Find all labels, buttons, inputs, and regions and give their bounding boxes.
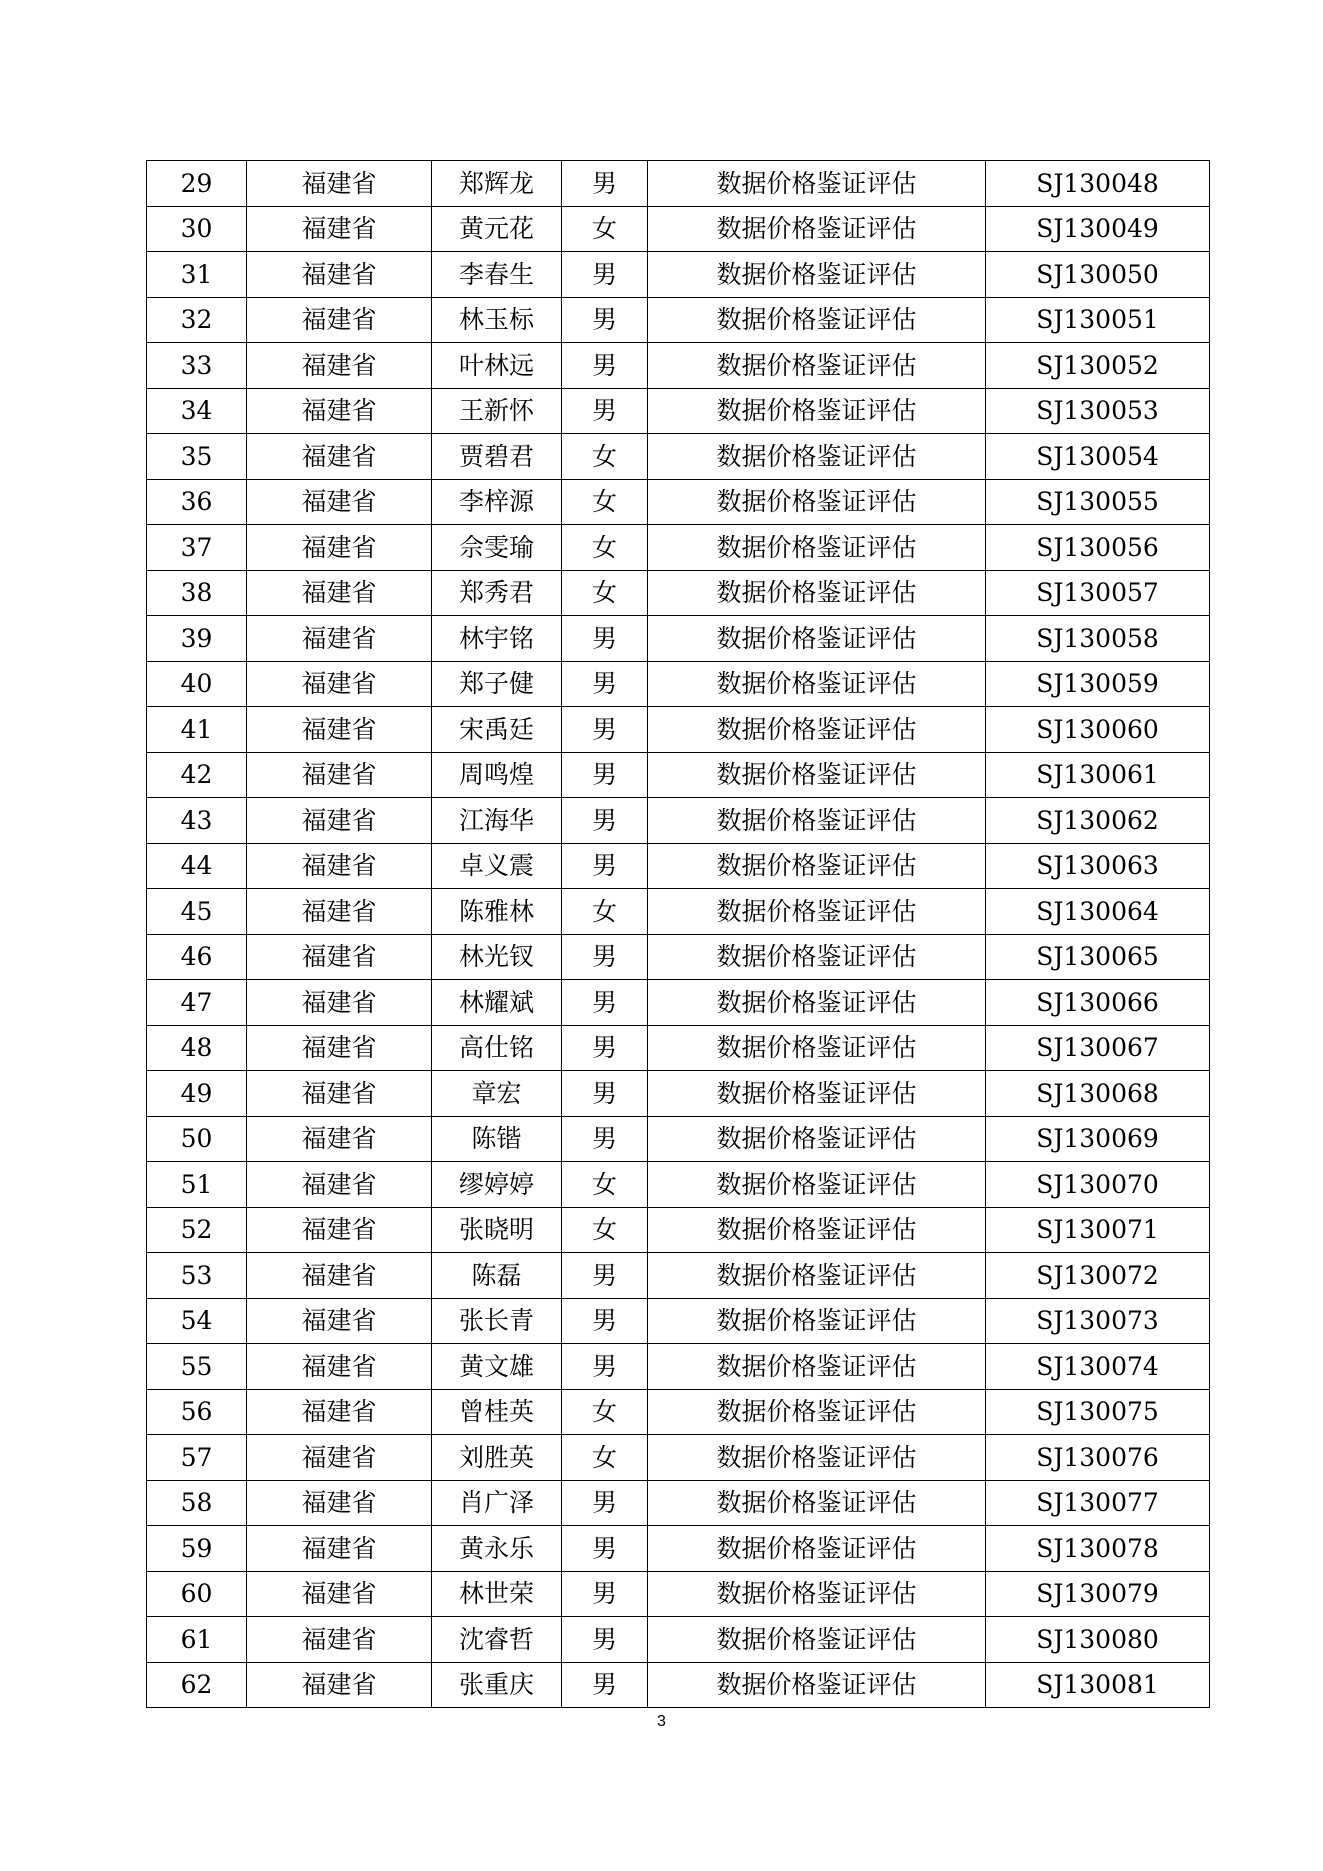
- specialty-cell: 数据价格鉴证评估: [648, 1662, 986, 1708]
- province-cell: 福建省: [247, 297, 432, 343]
- name-cell: 沈睿哲: [432, 1617, 562, 1663]
- name-cell: 张晓明: [432, 1207, 562, 1253]
- specialty-cell: 数据价格鉴证评估: [648, 1116, 986, 1162]
- province-cell: 福建省: [247, 252, 432, 298]
- name-cell: 缪婷婷: [432, 1162, 562, 1208]
- gender-cell: 女: [562, 479, 648, 525]
- name-cell: 黄永乐: [432, 1526, 562, 1572]
- table-row: [147, 661, 1210, 707]
- table-row: [147, 934, 1210, 980]
- roster-table: [146, 160, 1210, 1708]
- specialty-cell: 数据价格鉴证评估: [648, 1435, 986, 1481]
- row-number-cell: 59: [147, 1526, 247, 1572]
- name-cell: 李梓源: [432, 479, 562, 525]
- name-cell: 贾碧君: [432, 434, 562, 480]
- table-row: [147, 616, 1210, 662]
- table-row: [147, 1116, 1210, 1162]
- name-cell: 陈磊: [432, 1253, 562, 1299]
- row-number-cell: 31: [147, 252, 247, 298]
- gender-cell: 男: [562, 1662, 648, 1708]
- certificate-number-cell: SJ130081: [986, 1662, 1210, 1708]
- table-row: [147, 252, 1210, 298]
- certificate-number-cell: SJ130067: [986, 1025, 1210, 1071]
- certificate-number-cell: SJ130075: [986, 1389, 1210, 1435]
- certificate-number-cell: SJ130053: [986, 388, 1210, 434]
- specialty-cell: 数据价格鉴证评估: [648, 1253, 986, 1299]
- certificate-number-cell: SJ130078: [986, 1526, 1210, 1572]
- table-row: [147, 1207, 1210, 1253]
- table-row: [147, 479, 1210, 525]
- province-cell: 福建省: [247, 798, 432, 844]
- certificate-number-cell: SJ130061: [986, 752, 1210, 798]
- province-cell: 福建省: [247, 1662, 432, 1708]
- gender-cell: 男: [562, 1253, 648, 1299]
- name-cell: 张长青: [432, 1298, 562, 1344]
- certificate-number-cell: SJ130071: [986, 1207, 1210, 1253]
- province-cell: 福建省: [247, 206, 432, 252]
- table-row: [147, 388, 1210, 434]
- table-row: [147, 843, 1210, 889]
- table-row: [147, 1253, 1210, 1299]
- gender-cell: 男: [562, 843, 648, 889]
- row-number-cell: 40: [147, 661, 247, 707]
- row-number-cell: 57: [147, 1435, 247, 1481]
- specialty-cell: 数据价格鉴证评估: [648, 1526, 986, 1572]
- table-row: [147, 1344, 1210, 1390]
- province-cell: 福建省: [247, 1253, 432, 1299]
- table-row: [147, 161, 1210, 207]
- row-number-cell: 43: [147, 798, 247, 844]
- gender-cell: 男: [562, 1298, 648, 1344]
- specialty-cell: 数据价格鉴证评估: [648, 889, 986, 935]
- certificate-number-cell: SJ130062: [986, 798, 1210, 844]
- certificate-number-cell: SJ130051: [986, 297, 1210, 343]
- name-cell: 刘胜英: [432, 1435, 562, 1481]
- row-number-cell: 34: [147, 388, 247, 434]
- name-cell: 陈锴: [432, 1116, 562, 1162]
- row-number-cell: 60: [147, 1571, 247, 1617]
- province-cell: 福建省: [247, 1344, 432, 1390]
- certificate-number-cell: SJ130066: [986, 980, 1210, 1026]
- gender-cell: 男: [562, 798, 648, 844]
- row-number-cell: 42: [147, 752, 247, 798]
- certificate-number-cell: SJ130056: [986, 525, 1210, 571]
- specialty-cell: 数据价格鉴证评估: [648, 1298, 986, 1344]
- province-cell: 福建省: [247, 434, 432, 480]
- gender-cell: 男: [562, 252, 648, 298]
- page-number: 3: [657, 1713, 666, 1730]
- row-number-cell: 33: [147, 343, 247, 389]
- province-cell: 福建省: [247, 1071, 432, 1117]
- specialty-cell: 数据价格鉴证评估: [648, 1389, 986, 1435]
- province-cell: 福建省: [247, 707, 432, 753]
- row-number-cell: 39: [147, 616, 247, 662]
- name-cell: 黄元花: [432, 206, 562, 252]
- gender-cell: 男: [562, 1116, 648, 1162]
- row-number-cell: 32: [147, 297, 247, 343]
- certificate-number-cell: SJ130069: [986, 1116, 1210, 1162]
- gender-cell: 女: [562, 1435, 648, 1481]
- certificate-number-cell: SJ130068: [986, 1071, 1210, 1117]
- row-number-cell: 35: [147, 434, 247, 480]
- table-row: [147, 343, 1210, 389]
- name-cell: 张重庆: [432, 1662, 562, 1708]
- gender-cell: 男: [562, 661, 648, 707]
- name-cell: 林玉标: [432, 297, 562, 343]
- specialty-cell: 数据价格鉴证评估: [648, 934, 986, 980]
- specialty-cell: 数据价格鉴证评估: [648, 1480, 986, 1526]
- table-row: [147, 1071, 1210, 1117]
- row-number-cell: 48: [147, 1025, 247, 1071]
- certificate-number-cell: SJ130059: [986, 661, 1210, 707]
- name-cell: 林世荣: [432, 1571, 562, 1617]
- row-number-cell: 51: [147, 1162, 247, 1208]
- row-number-cell: 49: [147, 1071, 247, 1117]
- gender-cell: 男: [562, 297, 648, 343]
- specialty-cell: 数据价格鉴证评估: [648, 661, 986, 707]
- province-cell: 福建省: [247, 1435, 432, 1481]
- certificate-number-cell: SJ130076: [986, 1435, 1210, 1481]
- province-cell: 福建省: [247, 616, 432, 662]
- province-cell: 福建省: [247, 980, 432, 1026]
- row-number-cell: 47: [147, 980, 247, 1026]
- specialty-cell: 数据价格鉴证评估: [648, 297, 986, 343]
- gender-cell: 男: [562, 934, 648, 980]
- gender-cell: 男: [562, 1480, 648, 1526]
- certificate-number-cell: SJ130070: [986, 1162, 1210, 1208]
- specialty-cell: 数据价格鉴证评估: [648, 1207, 986, 1253]
- table-row: [147, 707, 1210, 753]
- gender-cell: 女: [562, 889, 648, 935]
- certificate-number-cell: SJ130055: [986, 479, 1210, 525]
- gender-cell: 女: [562, 1389, 648, 1435]
- specialty-cell: 数据价格鉴证评估: [648, 525, 986, 571]
- gender-cell: 女: [562, 206, 648, 252]
- row-number-cell: 56: [147, 1389, 247, 1435]
- specialty-cell: 数据价格鉴证评估: [648, 434, 986, 480]
- province-cell: 福建省: [247, 1207, 432, 1253]
- specialty-cell: 数据价格鉴证评估: [648, 798, 986, 844]
- row-number-cell: 44: [147, 843, 247, 889]
- certificate-number-cell: SJ130064: [986, 889, 1210, 935]
- gender-cell: 男: [562, 1071, 648, 1117]
- certificate-number-cell: SJ130058: [986, 616, 1210, 662]
- row-number-cell: 45: [147, 889, 247, 935]
- gender-cell: 女: [562, 525, 648, 571]
- province-cell: 福建省: [247, 661, 432, 707]
- province-cell: 福建省: [247, 752, 432, 798]
- gender-cell: 女: [562, 1162, 648, 1208]
- specialty-cell: 数据价格鉴证评估: [648, 1344, 986, 1390]
- name-cell: 叶林远: [432, 343, 562, 389]
- row-number-cell: 38: [147, 570, 247, 616]
- name-cell: 曾桂英: [432, 1389, 562, 1435]
- table-row: [147, 1662, 1210, 1708]
- province-cell: 福建省: [247, 843, 432, 889]
- certificate-number-cell: SJ130077: [986, 1480, 1210, 1526]
- certificate-number-cell: SJ130057: [986, 570, 1210, 616]
- name-cell: 林宇铭: [432, 616, 562, 662]
- certificate-number-cell: SJ130072: [986, 1253, 1210, 1299]
- table-row: [147, 798, 1210, 844]
- row-number-cell: 55: [147, 1344, 247, 1390]
- specialty-cell: 数据价格鉴证评估: [648, 1162, 986, 1208]
- province-cell: 福建省: [247, 1480, 432, 1526]
- table-row: [147, 1298, 1210, 1344]
- specialty-cell: 数据价格鉴证评估: [648, 1025, 986, 1071]
- row-number-cell: 41: [147, 707, 247, 753]
- province-cell: 福建省: [247, 1025, 432, 1071]
- province-cell: 福建省: [247, 1162, 432, 1208]
- name-cell: 郑子健: [432, 661, 562, 707]
- province-cell: 福建省: [247, 1526, 432, 1572]
- table-row: [147, 525, 1210, 571]
- name-cell: 江海华: [432, 798, 562, 844]
- gender-cell: 女: [562, 570, 648, 616]
- table-row: [147, 1617, 1210, 1663]
- certificate-number-cell: SJ130065: [986, 934, 1210, 980]
- gender-cell: 男: [562, 1571, 648, 1617]
- gender-cell: 男: [562, 616, 648, 662]
- row-number-cell: 62: [147, 1662, 247, 1708]
- certificate-number-cell: SJ130052: [986, 343, 1210, 389]
- row-number-cell: 37: [147, 525, 247, 571]
- row-number-cell: 36: [147, 479, 247, 525]
- specialty-cell: 数据价格鉴证评估: [648, 616, 986, 662]
- gender-cell: 男: [562, 752, 648, 798]
- name-cell: 黄文雄: [432, 1344, 562, 1390]
- gender-cell: 男: [562, 343, 648, 389]
- name-cell: 佘雯瑜: [432, 525, 562, 571]
- name-cell: 李春生: [432, 252, 562, 298]
- specialty-cell: 数据价格鉴证评估: [648, 570, 986, 616]
- name-cell: 王新怀: [432, 388, 562, 434]
- province-cell: 福建省: [247, 934, 432, 980]
- province-cell: 福建省: [247, 388, 432, 434]
- name-cell: 林光钗: [432, 934, 562, 980]
- row-number-cell: 50: [147, 1116, 247, 1162]
- province-cell: 福建省: [247, 479, 432, 525]
- gender-cell: 男: [562, 1025, 648, 1071]
- province-cell: 福建省: [247, 1571, 432, 1617]
- specialty-cell: 数据价格鉴证评估: [648, 388, 986, 434]
- specialty-cell: 数据价格鉴证评估: [648, 1571, 986, 1617]
- specialty-cell: 数据价格鉴证评估: [648, 252, 986, 298]
- name-cell: 宋禹廷: [432, 707, 562, 753]
- name-cell: 陈雅林: [432, 889, 562, 935]
- specialty-cell: 数据价格鉴证评估: [648, 161, 986, 207]
- table-row: [147, 297, 1210, 343]
- province-cell: 福建省: [247, 889, 432, 935]
- table-row: [147, 1526, 1210, 1572]
- table-row: [147, 1389, 1210, 1435]
- specialty-cell: 数据价格鉴证评估: [648, 206, 986, 252]
- specialty-cell: 数据价格鉴证评估: [648, 752, 986, 798]
- gender-cell: 男: [562, 161, 648, 207]
- specialty-cell: 数据价格鉴证评估: [648, 707, 986, 753]
- table-row: [147, 1435, 1210, 1481]
- gender-cell: 男: [562, 1526, 648, 1572]
- row-number-cell: 58: [147, 1480, 247, 1526]
- certificate-number-cell: SJ130063: [986, 843, 1210, 889]
- gender-cell: 女: [562, 1207, 648, 1253]
- table-row: [147, 889, 1210, 935]
- name-cell: 肖广泽: [432, 1480, 562, 1526]
- table-row: [147, 206, 1210, 252]
- table-row: [147, 434, 1210, 480]
- name-cell: 卓义震: [432, 843, 562, 889]
- province-cell: 福建省: [247, 1617, 432, 1663]
- row-number-cell: 52: [147, 1207, 247, 1253]
- table-row: [147, 1571, 1210, 1617]
- name-cell: 郑辉龙: [432, 161, 562, 207]
- specialty-cell: 数据价格鉴证评估: [648, 1071, 986, 1117]
- certificate-number-cell: SJ130079: [986, 1571, 1210, 1617]
- name-cell: 高仕铭: [432, 1025, 562, 1071]
- roster-table-body: [147, 161, 1210, 1708]
- province-cell: 福建省: [247, 1298, 432, 1344]
- table-row: [147, 570, 1210, 616]
- gender-cell: 男: [562, 980, 648, 1026]
- certificate-number-cell: SJ130074: [986, 1344, 1210, 1390]
- row-number-cell: 54: [147, 1298, 247, 1344]
- table-row: [147, 1480, 1210, 1526]
- certificate-number-cell: SJ130054: [986, 434, 1210, 480]
- gender-cell: 男: [562, 1344, 648, 1390]
- specialty-cell: 数据价格鉴证评估: [648, 980, 986, 1026]
- gender-cell: 女: [562, 434, 648, 480]
- row-number-cell: 30: [147, 206, 247, 252]
- gender-cell: 男: [562, 388, 648, 434]
- province-cell: 福建省: [247, 161, 432, 207]
- name-cell: 周鸣煌: [432, 752, 562, 798]
- gender-cell: 男: [562, 1617, 648, 1663]
- province-cell: 福建省: [247, 1389, 432, 1435]
- province-cell: 福建省: [247, 1116, 432, 1162]
- gender-cell: 男: [562, 707, 648, 753]
- province-cell: 福建省: [247, 343, 432, 389]
- table-row: [147, 980, 1210, 1026]
- table-row: [147, 752, 1210, 798]
- row-number-cell: 53: [147, 1253, 247, 1299]
- table-row: [147, 1162, 1210, 1208]
- certificate-number-cell: SJ130073: [986, 1298, 1210, 1344]
- certificate-number-cell: SJ130060: [986, 707, 1210, 753]
- name-cell: 林耀斌: [432, 980, 562, 1026]
- row-number-cell: 29: [147, 161, 247, 207]
- certificate-number-cell: SJ130048: [986, 161, 1210, 207]
- name-cell: 章宏: [432, 1071, 562, 1117]
- row-number-cell: 46: [147, 934, 247, 980]
- certificate-number-cell: SJ130080: [986, 1617, 1210, 1663]
- row-number-cell: 61: [147, 1617, 247, 1663]
- province-cell: 福建省: [247, 570, 432, 616]
- certificate-number-cell: SJ130050: [986, 252, 1210, 298]
- certificate-number-cell: SJ130049: [986, 206, 1210, 252]
- specialty-cell: 数据价格鉴证评估: [648, 479, 986, 525]
- specialty-cell: 数据价格鉴证评估: [648, 843, 986, 889]
- table-row: [147, 1025, 1210, 1071]
- name-cell: 郑秀君: [432, 570, 562, 616]
- province-cell: 福建省: [247, 525, 432, 571]
- specialty-cell: 数据价格鉴证评估: [648, 343, 986, 389]
- specialty-cell: 数据价格鉴证评估: [648, 1617, 986, 1663]
